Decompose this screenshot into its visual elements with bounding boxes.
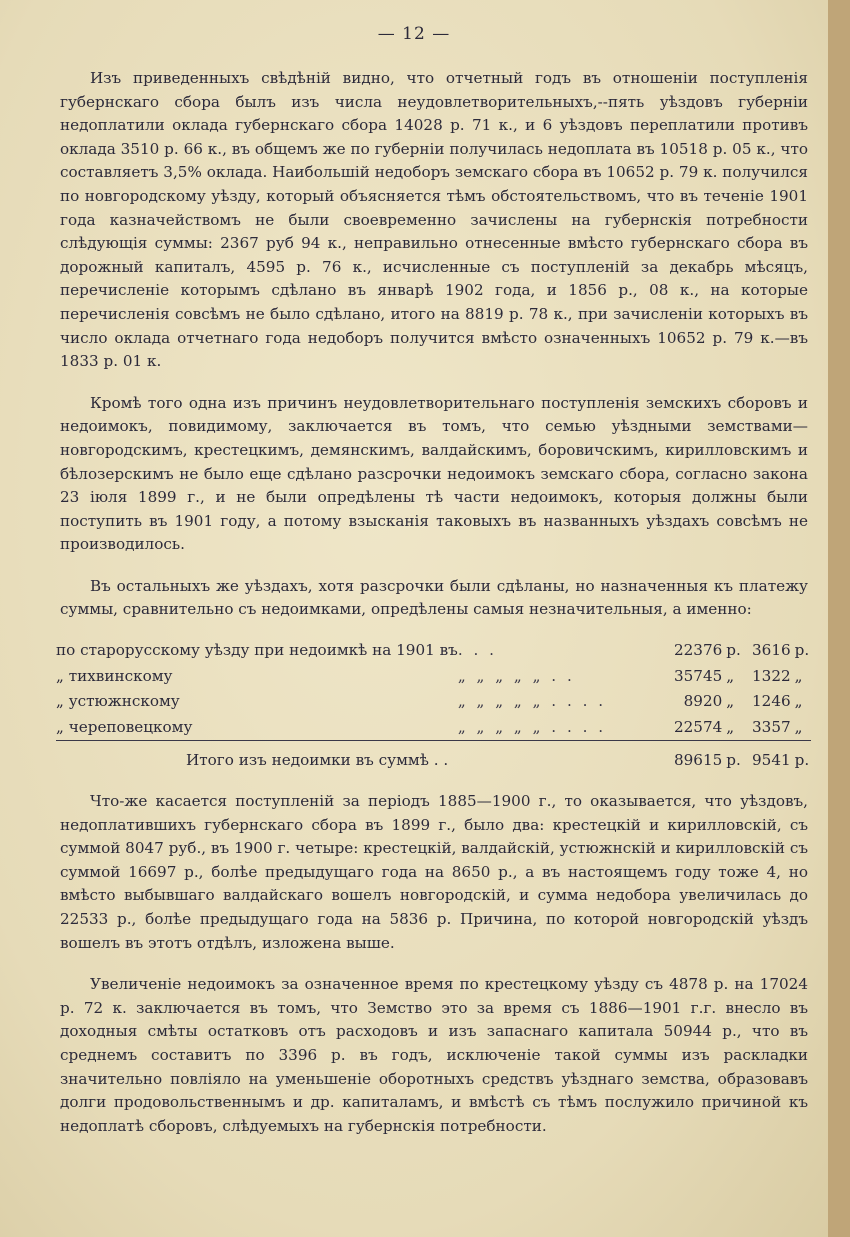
paragraph-arrears-causes: Кромѣ того одна изъ причинъ неудовлетворительнаго поступленія земскихъ сборовъ и недоимокъ, повидимому, заключается въ томъ, что семью уѣздными земствами—новгородскимъ, крестецкимъ, демянскимъ, валдайскимъ, боровичскимъ, кирилловскимъ и бѣлозерскимъ не было еще сдѣлано разсрочки недоимокъ земскаго сбора, согласно закона 23 іюля 1899 г., и не были опредѣлены тѣ части недоимокъ, которыя должны были поступить въ 1901 году, а потому взысканія таковыхъ въ названныхъ уѣздахъ совсѣмъ не производилось. (60, 393, 808, 554)
table-total-row (56, 741, 811, 774)
paragraph-krestets-increase: Увеличеніе недоимокъ за означенное время по крестецкому уѣзду съ 4878 р. на 17024 р. 72 к. заключается въ томъ, что Земство это за время съ 1886—1901 г.г. внесло въ доходныя смѣты остатковъ отъ расходовъ и изъ запаснаго капитала 50944 р., что въ среднемъ составитъ по 3396 р. въ годъ, исключеніе такой суммы изъ раскладки значительно повліяло на уменьшеніе оборотныхъ средствъ уѣзднаго земства, образовавъ долги продовольственнымъ и др. капиталамъ, и вмѣстѣ съ тѣмъ послужило причиной къ недоплатѣ сборовъ, слѣдуемыхъ на губернскія потребности. (60, 975, 808, 1135)
arrears-table (56, 638, 811, 774)
table-row (56, 664, 811, 690)
arrears-value: 22574 (673, 717, 723, 736)
paragraph-collection-summary: Изъ приведенныхъ свѣдѣній видно, что отчетный годъ въ отношеніи поступленія губернскаго сбора былъ изъ числа неудовлетворительныхъ,--пять уѣздовъ губерніи недоплатили оклада губернскаго сбора 14028 р. 71 к., и 6 уѣздовъ переплатили противъ оклада 3510 р. 66 к., въ общемъ же по губерніи получилась недоплата въ 10518 р. 05 к., что составляетъ 3,5% оклада. Наибольшій недоборъ земскаго сбора въ 10652 р. 79 к. получился по новгородскому уѣзду, который объясняется тѣмъ обстоятельствомъ, что въ теченіе 1901 года казначействомъ не были своевременно зачислены на губернскія потребности слѣдующія суммы: 2367 руб 94 к., неправильно отнесенные вмѣсто губернскаго сбора въ дорожный капиталъ, 4595 р. 76 к., исчисленные съ поступленій за декабрь мѣсяцъ, перечисленіе которымъ сдѣлано въ январѣ 1902 года, и 1856 р., 08 к., на которые перечисленія совсѣмъ не было сдѣлано, итого на 8819 р. 78 к., при зачисленіи которыхъ въ число оклада отчетнаго года недоборъ получится вмѣсто означенныхъ 10652 р. 79 к.—въ 1833 р. 01 к. (60, 69, 808, 371)
paragraph-period-review: Что-же касается поступленій за періодъ 1885—1900 г., то оказывается, что уѣздовъ, недоплатившихъ губернскаго сбора въ 1899 г., было два: крестецкій и кирилловскій, съ суммой 8047 руб., въ 1900 г. четыре: крестецкій, валдайскій, устюжнскій и кирилловскій съ суммой 16697 р., болѣе предыдущаго года на 8650 р., а въ настоящемъ году тоже 4, но вмѣсто выбывшаго валдайскаго вошелъ новгородскій, и сумма недобора увеличилась до 22533 р., болѣе предыдущаго года на 5836 р. Причина, по которой новгородскій уѣздъ вошелъ въ этотъ отдѣлъ, изложена выше. (60, 792, 808, 952)
payment-unit: „ (794, 692, 803, 711)
payment-value: 3357 (752, 717, 791, 736)
page-number: — 12 — (377, 24, 451, 44)
payment-unit: „ (794, 717, 803, 736)
table-row (56, 689, 811, 715)
arrears-value: 35745 (673, 666, 723, 685)
total-label: Итого изъ недоимки въ суммѣ . . (56, 741, 664, 774)
arrears-value: 8920 (683, 692, 723, 711)
table-row (56, 638, 811, 664)
leader-dots: „ „ „ „ „ . . . . (457, 692, 607, 711)
page-body (56, 67, 810, 1156)
total-payment-unit: р. (791, 741, 811, 774)
payment-value: 1322 (752, 666, 791, 685)
leader-dots: „ „ „ „ „ . . . . (457, 717, 607, 736)
district-label: „ череповецкому (56, 717, 193, 736)
district-label: „ устюжнскому (56, 692, 180, 711)
leader-dots: „ „ „ „ „ . . (457, 666, 575, 685)
district-label: „ тихвинскому (56, 666, 173, 685)
leader-dots: . . . (457, 641, 497, 660)
payment-value: 3616 (752, 641, 791, 660)
arrears-unit: „ (726, 666, 735, 685)
arrears-unit: „ (726, 692, 735, 711)
district-label: по старорусскому уѣзду при недоимкѣ на 1901 въ (56, 641, 458, 660)
total-arrears-unit: р. (722, 741, 745, 774)
arrears-value: 22376 (673, 641, 723, 660)
table-row (56, 715, 811, 741)
payment-unit: „ (794, 666, 803, 685)
total-payment-value: 9541 (745, 741, 791, 774)
payment-value: 1246 (752, 692, 791, 711)
arrears-unit: р. (726, 641, 741, 660)
total-arrears-value: 89615 (664, 741, 722, 774)
paragraph-installments-intro: Въ остальныхъ же уѣздахъ, хотя разсрочки были сдѣланы, но назначенныя къ платежу суммы, сравнительно съ недоимками, опредѣлены самыя незначительныя, а именно: (60, 576, 808, 619)
arrears-unit: „ (726, 717, 735, 736)
payment-unit: р. (794, 641, 810, 660)
